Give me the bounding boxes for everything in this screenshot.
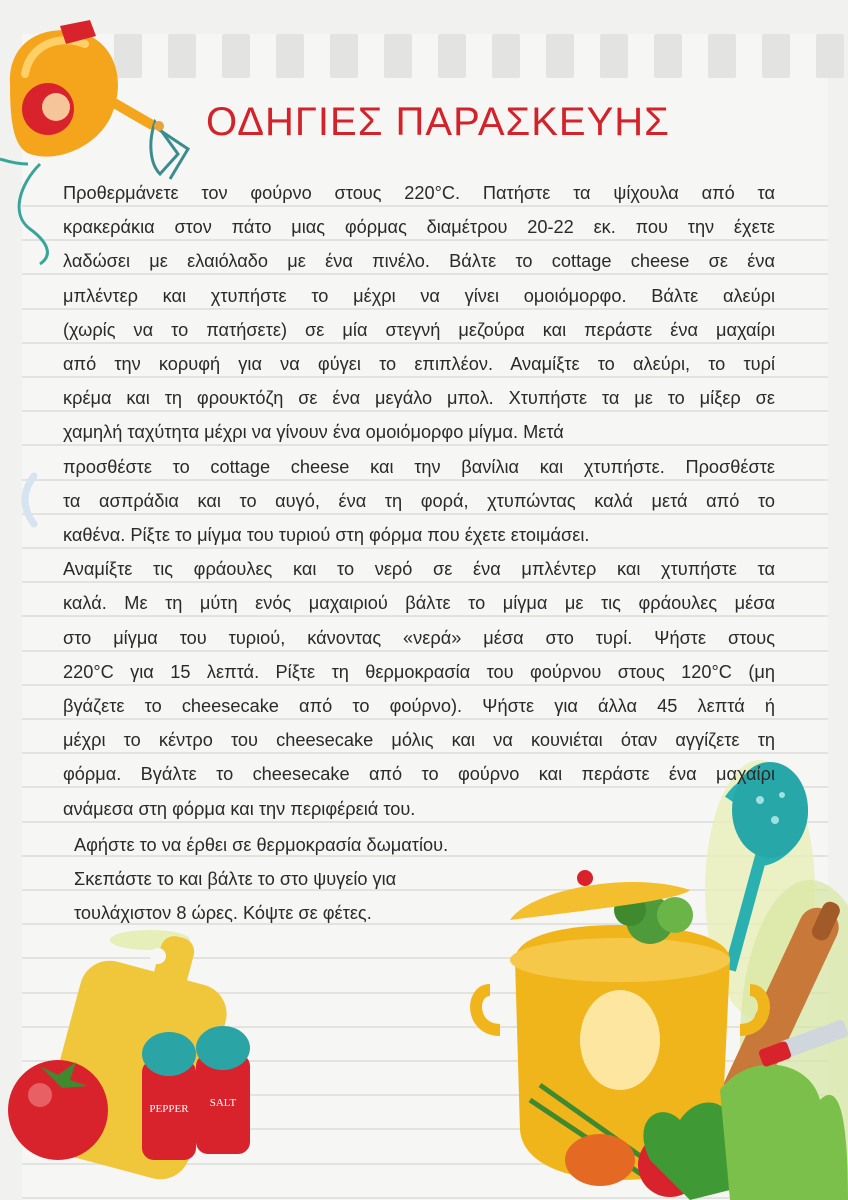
instructions-paragraph <box>63 176 775 826</box>
instruction-line: βγάζετε το cheesecake από το φούρνο). Ψήστε για άλλα 45 λεπτά ή <box>63 696 775 717</box>
final-notes <box>74 828 448 931</box>
instruction-line: 220°C για 15 λεπτά. Ρίξτε τη θερμοκρασία του φούρνου στους 120°C (μη <box>63 661 775 682</box>
salt-label: SALT <box>209 1097 237 1109</box>
instruction-line: Προθερμάνετε τον φούρνο στους 220°C. Πατήστε τα ψίχουλα από τα <box>63 183 775 203</box>
instruction-line: Αναμίξτε τις φράουλες και το νερό σε ένα μπλέντερ και χτυπήστε τα <box>63 559 775 580</box>
notch <box>222 34 250 78</box>
notch <box>762 34 790 78</box>
notch <box>708 34 736 78</box>
instruction-line: καθένα. Ρίξτε το μίγμα του τυριού στη φόρμα που έχετε ετοιμάσει. <box>63 525 590 546</box>
instruction-line: από την κορυφή για να φύγει το επιπλέον. Αναμίξτε το αλεύρι, το τυρί <box>63 354 775 375</box>
notch <box>816 34 844 78</box>
note-line: Σκεπάστε το και βάλτε το στο ψυγείο για <box>74 869 397 890</box>
notch <box>438 34 466 78</box>
instruction-line: φόρμα. Βγάλτε το cheesecake από το φούρνο και περάστε ένα μαχαίρι <box>63 764 775 785</box>
notch <box>546 34 574 78</box>
page-title: ΟΔΗΓΙΕΣ ΠΑΡΑΣΚΕΥΗΣ <box>206 100 670 144</box>
cutting-board-illustration <box>0 930 260 1200</box>
instruction-line: (χωρίς να το πατήσετε) σε μία στεγνή μεζούρα και περάστε ένα μαχαίρι <box>63 319 775 340</box>
notch <box>384 34 412 78</box>
instruction-line: μπλέντερ και χτυπήστε το μέχρι να γίνει ομοιόμορφο. Βάλτε αλεύρι <box>63 285 775 306</box>
note-line: τουλάχιστον 8 ώρες. Κόψτε σε φέτες. <box>74 903 372 924</box>
instruction-line: μέχρι το κέντρο του cheesecake μόλις και να κουνιέται όταν αγγίζετε τη <box>63 730 775 751</box>
notch <box>276 34 304 78</box>
note-line: Αφήστε το να έρθει σε θερμοκρασία δωματίου. <box>74 835 449 855</box>
instruction-line: χαμηλή ταχύτητα μέχρι να γίνουν ένα ομοιόμορφο μίγμα. Μετά <box>63 422 564 443</box>
instruction-line: κρακεράκια στον πάτο μιας φόρμας διαμέτρου 20-22 εκ. που την έχετε <box>63 217 775 238</box>
instruction-line: λαδώσει με ελαιόλαδο με ένα πινέλο. Βάλτε το cottage cheese σε ένα <box>63 251 775 272</box>
notch <box>600 34 628 78</box>
instruction-line: προσθέστε το cottage cheese και την βανίλια και χτυπήστε. Προσθέστε <box>63 456 775 477</box>
instruction-line: ανάμεσα στη φόρμα και την περιφέρειά του. <box>63 798 416 819</box>
notch <box>492 34 520 78</box>
decorative-arc <box>12 470 42 530</box>
instruction-line: καλά. Με τη μύτη ενός μαχαιριού βάλτε το μίγμα με τις φράουλες μέσα <box>63 593 775 614</box>
pepper-label: PEPPER <box>149 1103 189 1115</box>
instruction-line: κρέμα και τη φρουκτόζη σε ένα μεγάλο μπολ. Χτυπήστε τα με το μίξερ σε <box>63 388 775 409</box>
instruction-line: στο μίγμα του τυριού, κάνοντας «νερά» μέσα στο τυρί. Ψήστε στους <box>63 627 775 648</box>
notch <box>654 34 682 78</box>
instruction-line: τα ασπράδια και το αυγό, ένα τη φορά, χτυπώντας καλά μετά από το <box>63 490 775 511</box>
notch <box>330 34 358 78</box>
